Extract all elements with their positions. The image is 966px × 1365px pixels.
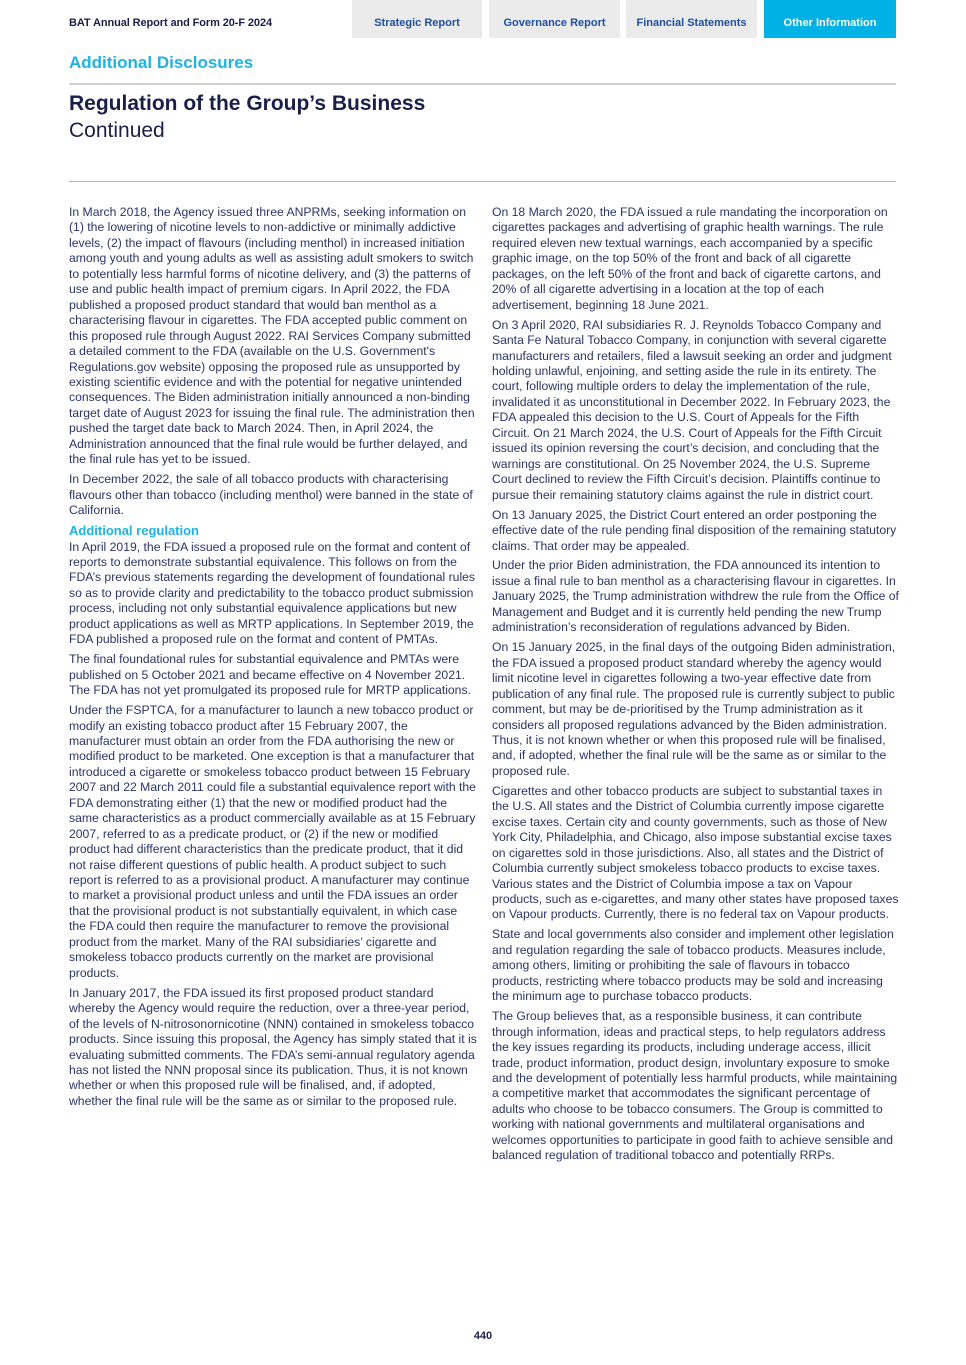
paragraph: State and local governments also consider and implement other legislation and regulation regarding the sale of tobacco products. Measures include, among others, limiting or prohibiting the sale of flavours in tobacco products, restricting where tobacco products may be sold and increasing the minimum age to purchase tobacco products. [492, 927, 894, 1004]
tab-strategic-report[interactable]: Strategic Report [352, 0, 482, 38]
right-column [492, 205, 900, 1168]
paragraph: Cigarettes and other tobacco products are subject to substantial taxes in the U.S. All states and the District of Columbia currently impose cigarette excise taxes. Certain city and county governments, such as those of New York City, Philadelphia, and Chicago, also impose substantial excise taxes on cigarettes sold in those jurisdictions. Also, all states and the District of Columbia currently subject smokeless tobacco products to excise taxes. Various states and the District of Columbia impose a tax on Vapour products, such as e-cigarettes, and many other states have proposed taxes on Vapour products. Currently, there is no federal tax on Vapour products. [492, 783, 899, 922]
tab-other-information[interactable]: Other Information [764, 0, 896, 38]
paragraph: In March 2018, the Agency issued three ANPRMs, seeking information on (1) the lowering of nicotine levels to non-addictive or minimally addictive levels, (2) the impact of flavours (including menthol) in increased initiation among youth and young adults as well as assisting adult smokers to switch to potentially less harmful forms of nicotine delivery, and (3) the patterns of use and public health impact of premium cigars. In April 2022, the FDA published a proposed product standard that would ban menthol as a characterising flavour in cigarettes. The FDA accepted public comment on this proposed rule through August 2022. RAI Services Company submitted a detailed comment to the FDA (available on the U.S. Government's Regulations.gov website) opposing the proposed rule as unsupported by existing scientific evidence and with the potential for negative unintended consequences. The Biden administration initially announced a non-binding target date of August 2023 for issuing the final rule. The administration then pushed the target date back to March 2024. Then, in April 2024, the Administration announced that the final rule would be further delayed, and the final rule has yet to be issued. [69, 205, 475, 467]
page-subtitle: Continued [69, 119, 165, 142]
divider [69, 83, 896, 85]
divider [69, 181, 896, 182]
tab-financial-statements[interactable]: Financial Statements [626, 0, 757, 38]
paragraph: The final foundational rules for substantial equivalence and PMTAs were published on 5 October 2021 and became effective on 4 November 2021. The FDA has not yet promulgated its proposed rule for MRTP applications. [69, 652, 471, 698]
paragraph: Under the FSPTCA, for a manufacturer to launch a new tobacco product or modify an existing tobacco product after 15 February 2007, the manufacturer must obtain an order from the FDA authorising the new or modified product to be marketed. One exception is that a manufacturer that introduced a cigarette or smokeless tobacco product between 15 February 2007 and 22 March 2011 could file a substantial equivalence report with the FDA demonstrating either (1) that the new or modified product had the same characteristics as a product commercially available as at 15 February 2007, referred to as a predicate product, or (2) if the new or modified product had different characteristics than the predicate product, that it did not raise different questions of public health. A product subject to such report is referred to as a provisional product. A manufacturer may continue to market a provisional product unless and until the FDA issues an order that the provisional product is not substantially equivalent, in which case the FDA could then require the manufacturer to remove the provisional product from the market. Many of the RAI subsidiaries’ cigarette and smokeless tobacco products currently on the market are provisional products. [69, 703, 476, 980]
paragraph: On 13 January 2025, the District Court entered an order postponing the effective date of the rule pending final disposition of the remaining statutory claims. That order may be appealed. [492, 507, 897, 553]
page-number: 440 [473, 1330, 493, 1342]
tab-governance-report[interactable]: Governance Report [489, 0, 620, 38]
subheading-additional-regulation: Additional regulation [69, 523, 199, 539]
section-label: Additional Disclosures [69, 53, 254, 72]
paragraph: On 15 January 2025, in the final days of the outgoing Biden administration, the FDA issued a proposed product standard whereby the agency would limit nicotine level in cigarettes following a two-year effective date from publication of any final rule. The proposed rule is currently subject to public comment, but may be de-prioritised by the Trump administration as it considers all proposed regulations advanced by the Biden administration. Thus, it is not known whether or when this proposed rule will be finalised, and, if adopted, whether the final rule will be the same as or similar to the proposed rule. [492, 640, 896, 778]
paragraph: In January 2017, the FDA issued its first proposed product standard whereby the Agency would require the reduction, over a three-year period, of the levels of N-nitrosonornicotine (NNN) contained in smokeless tobacco products. Since issuing this proposal, the Agency has simply stated that it is evaluating submitted comments. The FDA’s semi-annual regulatory agenda has not listed the NNN proposal since its publication. Thus, it is not known whether or when this proposed rule will be finalised, and, if adopted, whether the final rule will be the same as or similar to the proposed rule. [69, 985, 477, 1108]
paragraph: Under the prior Biden administration, the FDA announced its intention to issue a final rule to ban menthol as a characterising flavour in cigarettes. In January 2025, the Trump administration withdrew the rule from the Office of Management and Budget and it is currently held pending the new Trump administration’s reconsideration of regulations advanced by Biden. [492, 558, 899, 635]
paragraph: In December 2022, the sale of all tobacco products with characterising flavours other than tobacco (including menthol) were banned in the state of California. [69, 472, 473, 518]
report-title: BAT Annual Report and Form 20-F 2024 [69, 17, 272, 29]
page-title: Regulation of the Group’s Business [69, 92, 426, 115]
paragraph: On 3 April 2020, RAI subsidiaries R. J. Reynolds Tobacco Company and Santa Fe Natural Tobacco Company, in conjunction with several cigarette manufacturers and retailers, filed a lawsuit seeking an order and judgment holding unlawful, enjoining, and setting aside the rule in its entirety. The court, following multiple orders to delay the implementation of the rule, invalidated it as unconstitutional in December 2022. In February 2023, the FDA appealed this decision to the U.S. Court of Appeals for the Fifth Circuit. On 21 March 2024, the U.S. Court of Appeals for the Fifth Circuit issued its opinion reversing the court’s decision, and concluding that the warnings are constitutional. On 25 November 2024, the U.S. Supreme Court declined to review the Fifth Circuit’s decision. Plaintiffs continue to pursue their remaining statutory claims against the rule in district court. [492, 317, 892, 502]
paragraph: In April 2019, the FDA issued a proposed rule on the format and content of reports to demonstrate substantial equivalence. This follows on from the FDA’s previous statements regarding the development of foundational rules so as to provide clarity and predictability to the tobacco product submission process, including not only substantial equivalence applications but new product applications as well as MRTP applications. In September 2019, the FDA published a proposed rule on the format and content of PMTAs. [69, 539, 476, 647]
left-column [69, 205, 477, 1114]
paragraph: The Group believes that, as a responsible business, it can contribute through information, ideas and practical steps, to help regulators address the key issues regarding its products, including underage access, illicit trade, product information, product design, involuntary exposure to smoke and the development of potentially less harmful products, while maintaining a competitive market that accommodates the significant percentage of adults who choose to be tobacco consumers. The Group is committed to working with national governments and multilateral organisations and welcomes opportunities to participate in good faith to achieve sensible and balanced regulation of traditional tobacco and potentially RRPs. [492, 1009, 898, 1163]
paragraph: On 18 March 2020, the FDA issued a rule mandating the incorporation on cigarettes packages and advertising of graphic health warnings. The rule required eleven new textual warnings, each accompanied by a specific graphic image, on the top 50% of the front and back of all cigarette packages, on the left 50% of the front and back of cigarette cartons, and 20% of all cigarette advertising in a location at the top of each advertisement, beginning 18 June 2021. [492, 205, 888, 312]
